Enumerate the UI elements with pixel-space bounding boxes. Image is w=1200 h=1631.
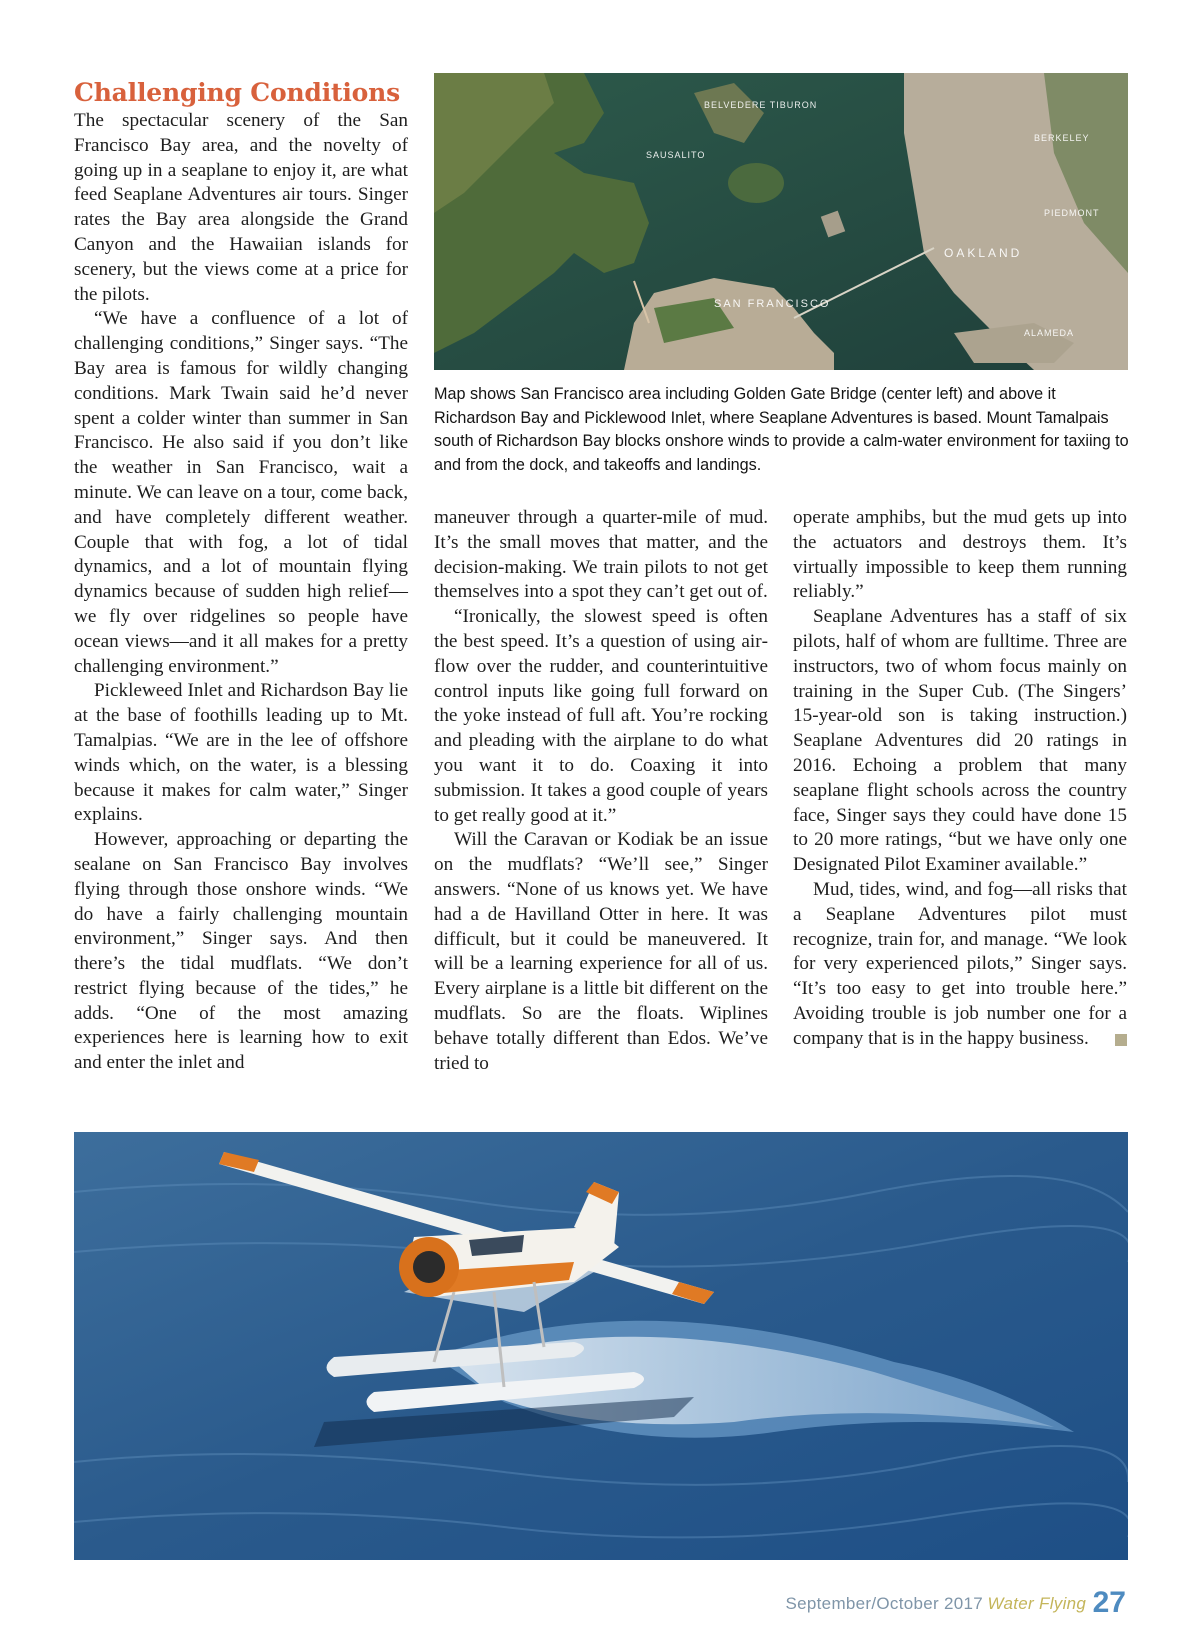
map-label-piedmont: PIEDMONT [1044, 208, 1100, 218]
bay-area-map-image [434, 73, 1128, 370]
article-column-3 [793, 506, 1127, 1052]
map-label-berkeley: BERKELEY [1034, 133, 1090, 143]
issue-date: September/October 2017 [785, 1594, 984, 1613]
page-number: 27 [1092, 1586, 1126, 1619]
map-label-oakland: OAKLAND [944, 246, 1023, 260]
end-of-article-mark [1115, 1034, 1127, 1046]
paragraph: The spectacular scenery of the San Francisco Bay area, and the novelty of going up in a seaplane to enjoy it, are what feed Seaplane Adventures air tours. Singer rates the Bay area alongside the Grand Canyon and the Hawaiian islands for scenery, but the views come at a price for the pilots. [74, 110, 408, 305]
paragraph: “Ironically, the slowest speed is often the best speed. It’s a question of using airflow over the rudder, and counterintuitive control inputs like going full forward on the yoke instead of full aft. You’re rocking and pleading with the airplane to do what you want it to do. Coaxing it into submission. It takes a good couple of years to get really good at it.” [434, 606, 768, 826]
paragraph: maneuver through a quarter-mile of mud. It’s the small moves that matter, and the decision-making. We train pilots to not get themselves into a spot they can’t get out of. [434, 507, 768, 603]
section-heading: Challenging Conditions [74, 78, 400, 107]
magazine-title: Water Flying [987, 1594, 1087, 1613]
paragraph: However, approaching or departing the sealane on San Francisco Bay involves flying through those onshore winds. “We do have a fairly challenging mountain environment,” Singer says. And then there’s the tidal mudflats. “We don’t restrict flying because of the tides,” he adds. “One of the most amazing experiences here is learning how to exit and enter the inlet and [74, 829, 408, 1074]
seaplane-illustration [74, 1132, 1128, 1560]
paragraph-text: Mud, tides, wind, and fog—all risks that a Seaplane Adventures pilot must recognize, train for, and manage. “We look for very experienced pilots,” Singer says. “It’s too easy to get into trouble here.” Avoiding trouble is job number one for a company that is in the happy business. [793, 878, 1127, 1049]
map-label-belvedere-tiburon: BELVEDERE TIBURON [704, 100, 818, 110]
paragraph: Pickleweed Inlet and Richardson Bay lie at the base of foothills leading up to Mt. Tamalpias. “We are in the lee of offshore winds which, on the water, is a blessing because it makes for calm water,” Singer explains. [74, 680, 408, 826]
map-caption: Map shows San Francisco area including Golden Gate Bridge (center left) and above it Richardson Bay and Picklewood Inlet, where Seaplane Adventures is based. Mount Tamalpais south of Richardson Bay blocks onshore winds to provide a calm-water environment for taxiing to and from the dock, and takeoffs and landings. [434, 385, 1129, 474]
article-column-2 [434, 506, 768, 1076]
map-label-alameda: ALAMEDA [1024, 328, 1075, 338]
paragraph: Seaplane Adventures has a staff of six pilots, half of whom are fulltime. Three are instructors, two of whom focus mainly on training in the Super Cub. (The Singers’ 15-year-old son is taking instruction.) Seaplane Adventures did 20 ratings in 2016. Echoing a problem that many seaplane flight schools across the country face, Singer says they could have done 15 to 20 more ratings, “but we have only one Designated Pilot Examiner available.” [793, 606, 1127, 876]
page-footer [786, 1586, 1126, 1620]
paragraph [793, 878, 1127, 1052]
map-illustration [434, 73, 1128, 370]
paragraph: Will the Caravan or Kodiak be an issue on the mudflats? “We’ll see,” Singer answers. “None of us knows yet. We have had a de Havilland Otter in here. It was difficult, but it could be maneuvered. It will be a learning experience for all of us. Every airplane is a little bit different on the mudflats. So are the floats. Wiplines behave totally different than Edos. We’ve tried to [434, 829, 768, 1074]
paragraph: operate amphibs, but the mud gets up into the actuators and destroys them. It’s virtually impossible to keep them running reliably.” [793, 507, 1127, 603]
map-label-san-francisco: SAN FRANCISCO [714, 298, 831, 310]
seaplane-takeoff-photo [74, 1132, 1128, 1560]
map-label-sausalito: SAUSALITO [646, 150, 706, 160]
article-column-1 [74, 79, 408, 1076]
paragraph: “We have a confluence of a lot of challenging conditions,” Singer says. “The Bay area is famous for wildly changing conditions. Mark Twain said he’d never spent a colder winter than summer in San Francisco. He also said if you don’t like the weather in San Francisco, wait a minute. We can leave on a tour, come back, and have completely different weather. Couple that with fog, a lot of tidal dynamics, and a lot of mountain flying dynamics because of sudden high relief—we fly over ridgelines so people have ocean views—and it all makes for a pretty challenging environment.” [74, 308, 408, 677]
